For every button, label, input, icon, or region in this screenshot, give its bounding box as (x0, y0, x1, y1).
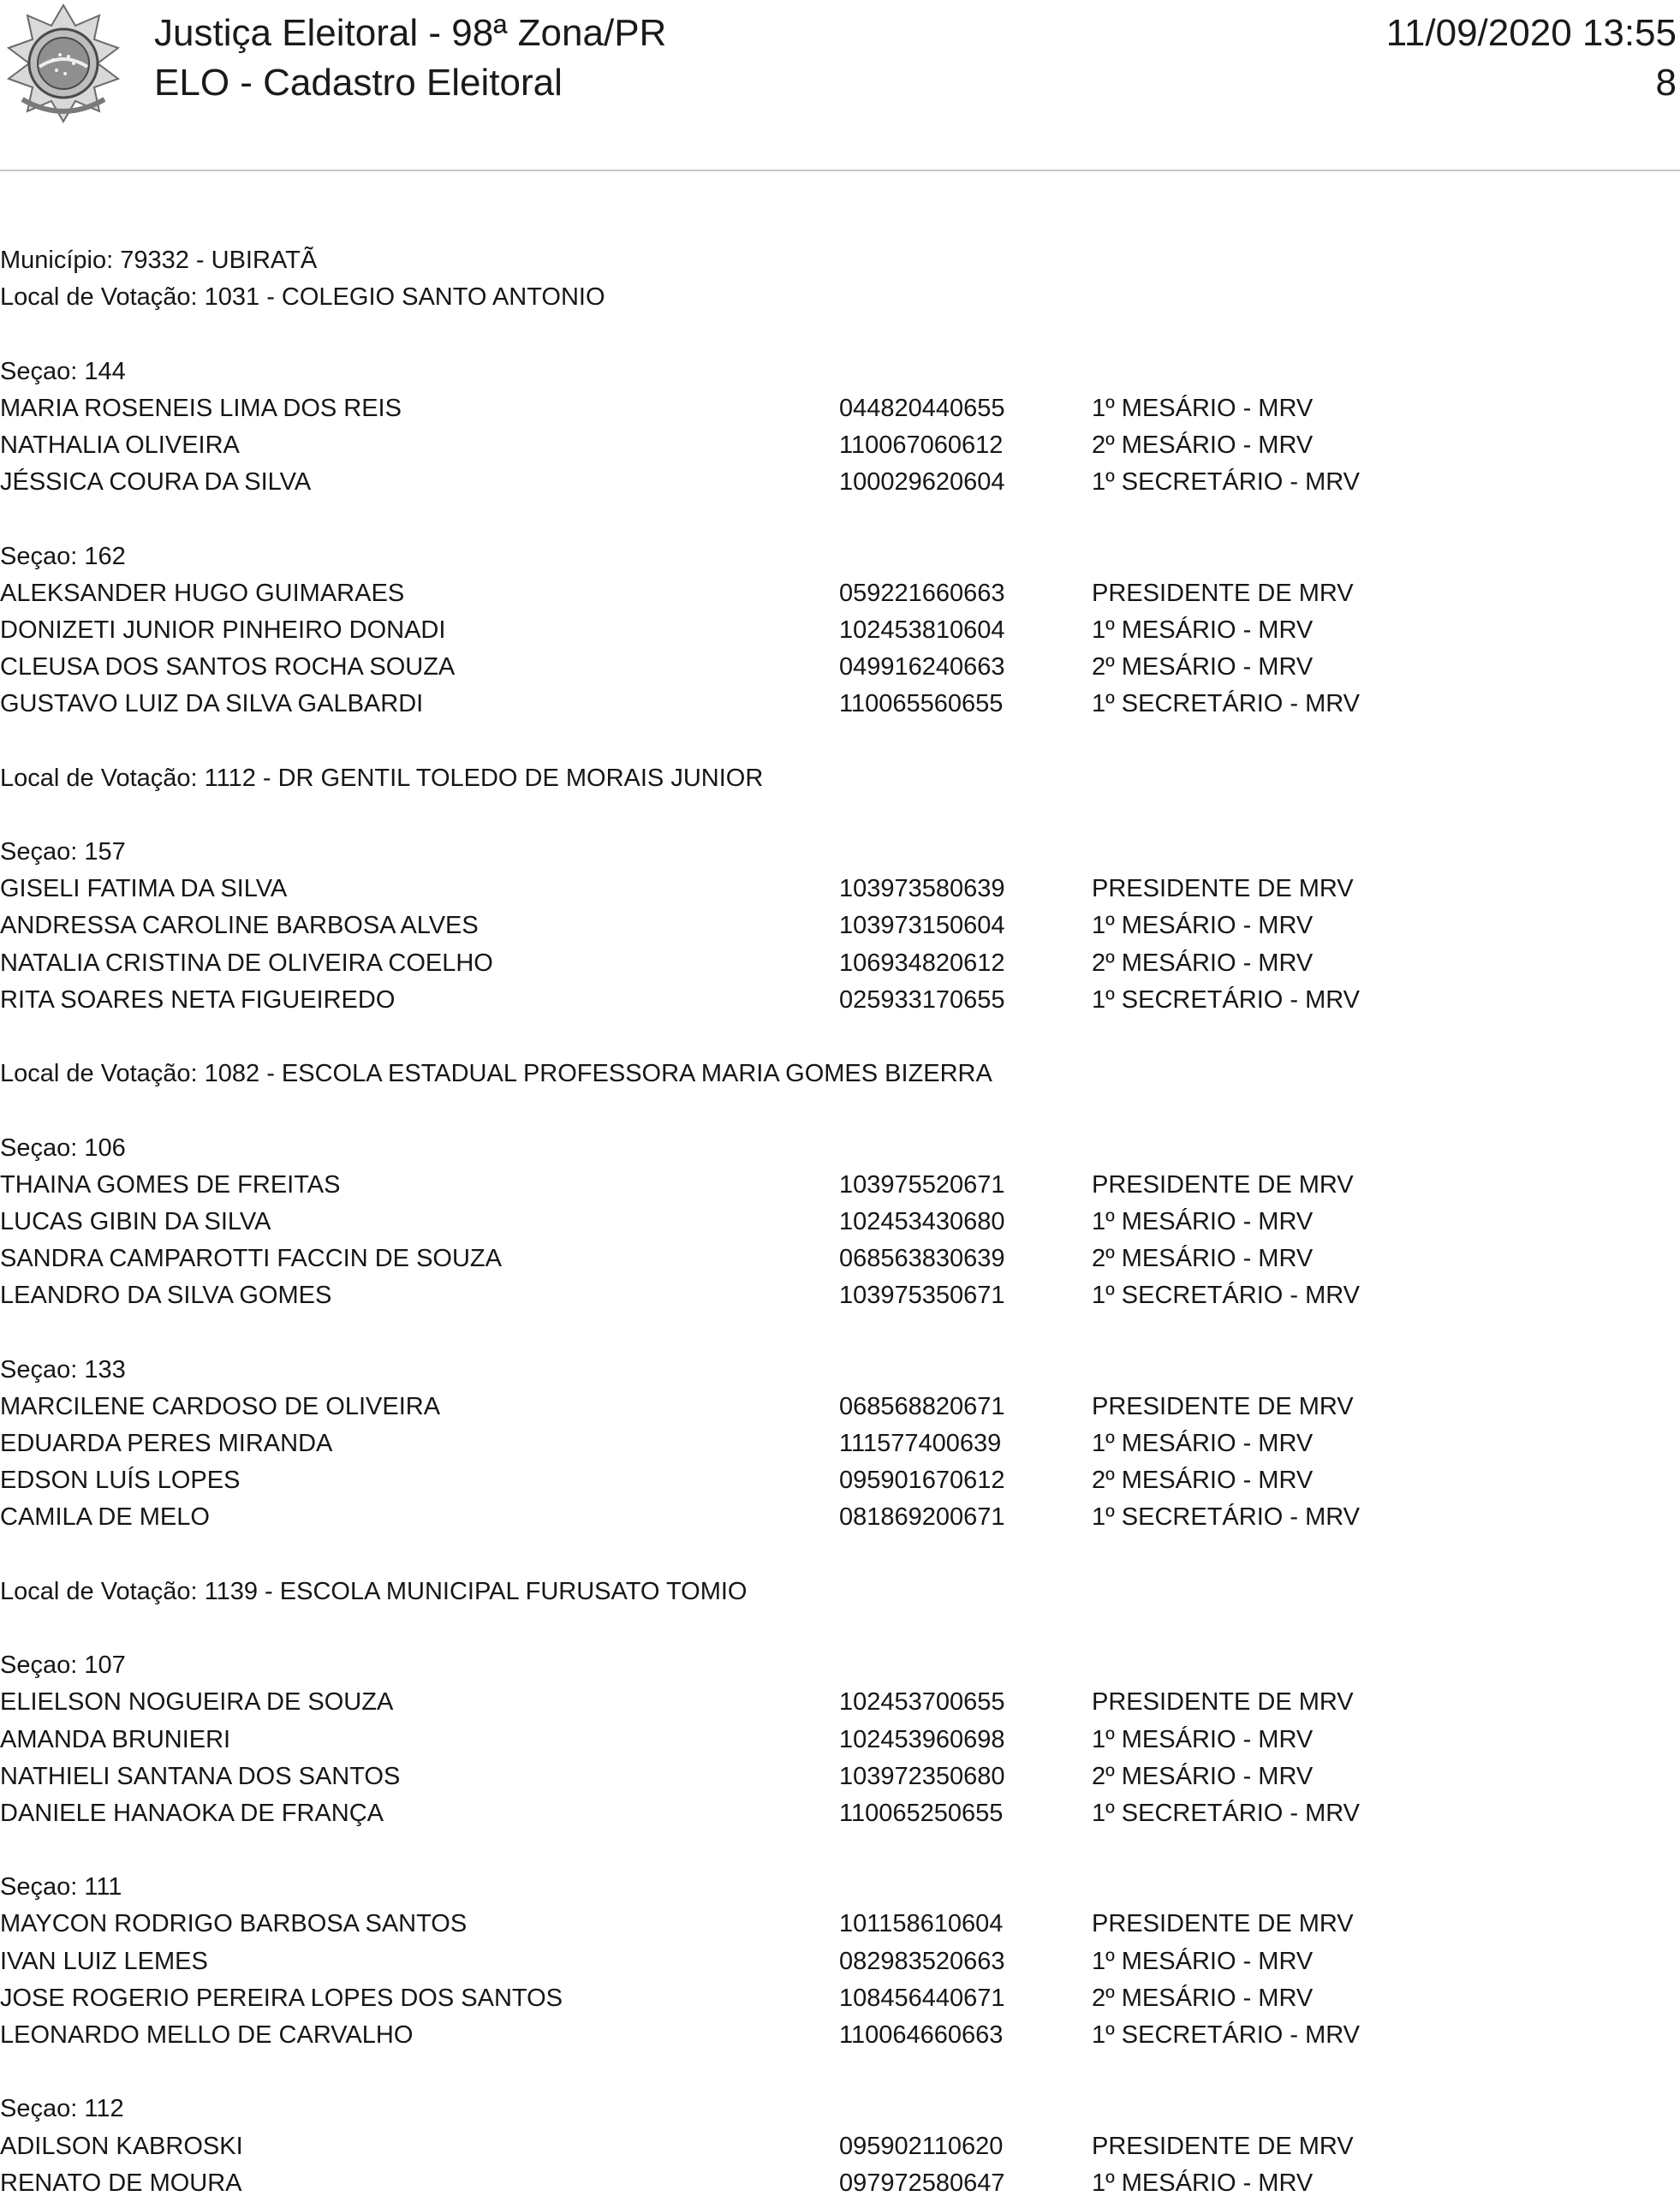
member-id: 059221660663 (839, 579, 1005, 607)
member-role: 1º MESÁRIO - MRV (1092, 1430, 1314, 1457)
member-role: 2º MESÁRIO - MRV (1092, 653, 1314, 681)
page-header (0, 0, 1680, 171)
secao-line: Seçao: 107 (0, 1652, 126, 1680)
member-row (0, 1204, 1680, 1241)
member-id: 097972580647 (839, 2169, 1005, 2197)
member-role: 1º MESÁRIO - MRV (1092, 2169, 1314, 2197)
member-name: ELIELSON NOGUEIRA DE SOUZA (0, 1688, 394, 1717)
member-row (0, 1759, 1680, 1795)
member-name: ALEKSANDER HUGO GUIMARAES (0, 579, 405, 607)
member-id: 102453960698 (839, 1725, 1005, 1753)
member-role: 1º SECRETÁRIO - MRV (1092, 1282, 1360, 1310)
secao-line: Seçao: 112 (0, 2095, 124, 2123)
secao-line: Seçao: 111 (0, 1873, 122, 1901)
member-id: 108456440671 (839, 1984, 1005, 2012)
header-datetime: 11/09/2020 13:55 (1385, 12, 1677, 54)
member-name: LEANDRO DA SILVA GOMES (0, 1282, 332, 1310)
member-role: 1º SECRETÁRIO - MRV (1092, 2021, 1360, 2049)
document-body (0, 242, 1680, 2202)
member-id: 106934820612 (839, 949, 1005, 977)
member-name: DANIELE HANAOKA DE FRANÇA (0, 1799, 384, 1827)
member-row (0, 1795, 1680, 1832)
member-row (0, 612, 1680, 649)
member-id: 103973580639 (839, 875, 1005, 903)
member-name: SANDRA CAMPAROTTI FACCIN DE SOUZA (0, 1245, 502, 1273)
member-name: ADILSON KABROSKI (0, 2132, 243, 2160)
member-row (0, 1241, 1680, 1277)
secao-line: Seçao: 162 (0, 542, 126, 570)
member-id: 102453810604 (839, 616, 1005, 644)
member-name: JÉSSICA COURA DA SILVA (0, 468, 312, 497)
member-role: 1º MESÁRIO - MRV (1092, 1947, 1314, 1975)
member-row (0, 686, 1680, 723)
member-row (0, 1277, 1680, 1314)
member-role: PRESIDENTE DE MRV (1092, 875, 1354, 903)
member-row (0, 464, 1680, 501)
member-row (0, 1906, 1680, 1943)
member-row (0, 1980, 1680, 2017)
member-name: ANDRESSA CAROLINE BARBOSA ALVES (0, 912, 479, 940)
member-role: 2º MESÁRIO - MRV (1092, 431, 1314, 459)
member-row (0, 575, 1680, 612)
member-id: 095902110620 (839, 2132, 1004, 2160)
member-name: JOSE ROGERIO PEREIRA LOPES DOS SANTOS (0, 1984, 563, 2012)
member-role: 1º SECRETÁRIO - MRV (1092, 690, 1360, 718)
secao-line: Seçao: 106 (0, 1134, 126, 1162)
member-id: 025933170655 (839, 985, 1005, 1014)
member-role: PRESIDENTE DE MRV (1092, 579, 1354, 607)
member-id: 103975520671 (839, 1170, 1005, 1199)
member-name: AMANDA BRUNIERI (0, 1725, 231, 1753)
member-id: 044820440655 (839, 394, 1005, 422)
member-row (0, 1462, 1680, 1499)
local-votacao-line: Local de Votação: 1031 - COLEGIO SANTO ANTONIO (0, 283, 605, 312)
member-name: DONIZETI JUNIOR PINHEIRO DONADI (0, 616, 446, 644)
member-id: 101158610604 (839, 1910, 1004, 1938)
member-id: 068568820671 (839, 1392, 1005, 1420)
member-id: 111577400639 (839, 1430, 1002, 1457)
member-row (0, 1389, 1680, 1425)
member-id: 110064660663 (839, 2021, 1004, 2049)
member-row (0, 390, 1680, 427)
member-name: CAMILA DE MELO (0, 1503, 210, 1532)
member-id: 103972350680 (839, 1762, 1005, 1790)
member-id: 082983520663 (839, 1947, 1005, 1975)
local-votacao-line: Local de Votação: 1112 - DR GENTIL TOLEDO DE MORAIS JUNIOR (0, 764, 764, 792)
local-votacao-line: Local de Votação: 1139 - ESCOLA MUNICIPAL FURUSATO TOMIO (0, 1577, 748, 1605)
member-role: 1º MESÁRIO - MRV (1092, 1725, 1314, 1753)
member-row (0, 1943, 1680, 1980)
member-row (0, 1425, 1680, 1462)
member-id: 103975350671 (839, 1282, 1005, 1310)
member-role: 1º SECRETÁRIO - MRV (1092, 468, 1360, 497)
member-row (0, 1167, 1680, 1204)
member-role: 1º SECRETÁRIO - MRV (1092, 985, 1360, 1014)
member-row (0, 982, 1680, 1019)
member-id: 102453430680 (839, 1207, 1005, 1235)
member-role: 2º MESÁRIO - MRV (1092, 949, 1314, 977)
member-row (0, 649, 1680, 686)
member-name: NATHIELI SANTANA DOS SANTOS (0, 1762, 401, 1790)
member-role: PRESIDENTE DE MRV (1092, 1688, 1354, 1717)
member-id: 100029620604 (839, 468, 1005, 497)
member-name: CLEUSA DOS SANTOS ROCHA SOUZA (0, 653, 456, 681)
header-title: Justiça Eleitoral - 98ª Zona/PR (154, 12, 667, 54)
member-id: 068563830639 (839, 1245, 1005, 1273)
member-row (0, 945, 1680, 982)
member-role: PRESIDENTE DE MRV (1092, 2132, 1354, 2160)
member-role: 2º MESÁRIO - MRV (1092, 1467, 1314, 1495)
member-role: 2º MESÁRIO - MRV (1092, 1245, 1314, 1273)
member-role: 2º MESÁRIO - MRV (1092, 1762, 1314, 1790)
member-id: 095901670612 (839, 1467, 1005, 1495)
member-name: MARCILENE CARDOSO DE OLIVEIRA (0, 1392, 441, 1420)
member-name: GUSTAVO LUIZ DA SILVA GALBARDI (0, 690, 424, 718)
member-name: LEONARDO MELLO DE CARVALHO (0, 2021, 414, 2049)
member-name: EDUARDA PERES MIRANDA (0, 1430, 333, 1457)
member-name: THAINA GOMES DE FREITAS (0, 1170, 341, 1199)
member-row (0, 908, 1680, 944)
member-role: 1º SECRETÁRIO - MRV (1092, 1503, 1360, 1532)
member-id: 049916240663 (839, 653, 1005, 681)
member-row (0, 427, 1680, 464)
member-id: 110065560655 (839, 690, 1004, 718)
member-id: 110065250655 (839, 1799, 1004, 1827)
local-votacao-line: Local de Votação: 1082 - ESCOLA ESTADUAL PROFESSORA MARIA GOMES BIZERRA (0, 1060, 992, 1088)
member-row (0, 2017, 1680, 2054)
member-row (0, 1499, 1680, 1536)
municipio-line: Município: 79332 - UBIRATÃ (0, 247, 318, 274)
member-name: RITA SOARES NETA FIGUEIREDO (0, 985, 396, 1014)
secao-line: Seçao: 133 (0, 1355, 126, 1384)
member-role: 1º MESÁRIO - MRV (1092, 1207, 1314, 1235)
member-row (0, 1722, 1680, 1759)
member-name: MARIA ROSENEIS LIMA DOS REIS (0, 394, 402, 422)
secao-line: Seçao: 157 (0, 838, 126, 866)
member-row (0, 2128, 1680, 2165)
member-role: 2º MESÁRIO - MRV (1092, 1984, 1314, 2012)
member-role: PRESIDENTE DE MRV (1092, 1910, 1354, 1938)
member-row (0, 1684, 1680, 1721)
member-name: EDSON LUÍS LOPES (0, 1467, 241, 1495)
member-id: 081869200671 (839, 1503, 1005, 1532)
member-id: 110067060612 (839, 431, 1004, 459)
secao-line: Seçao: 144 (0, 357, 126, 385)
member-name: NATHALIA OLIVEIRA (0, 431, 240, 459)
member-name: MAYCON RODRIGO BARBOSA SANTOS (0, 1910, 468, 1938)
coat-of-arms-icon (5, 3, 122, 123)
member-name: RENATO DE MOURA (0, 2169, 242, 2197)
member-role: PRESIDENTE DE MRV (1092, 1170, 1354, 1199)
member-role: PRESIDENTE DE MRV (1092, 1392, 1354, 1420)
member-name: LUCAS GIBIN DA SILVA (0, 1207, 271, 1235)
member-row (0, 2165, 1680, 2202)
member-row (0, 871, 1680, 908)
member-role: 1º MESÁRIO - MRV (1092, 616, 1314, 644)
member-role: 1º SECRETÁRIO - MRV (1092, 1799, 1360, 1827)
member-id: 102453700655 (839, 1688, 1005, 1717)
member-id: 103973150604 (839, 912, 1005, 940)
page-number: 8 (1655, 62, 1677, 104)
member-role: 1º MESÁRIO - MRV (1092, 912, 1314, 940)
member-name: GISELI FATIMA DA SILVA (0, 875, 288, 903)
header-subtitle: ELO - Cadastro Eleitoral (154, 62, 563, 104)
member-role: 1º MESÁRIO - MRV (1092, 394, 1314, 422)
member-name: NATALIA CRISTINA DE OLIVEIRA COELHO (0, 949, 493, 977)
member-name: IVAN LUIZ LEMES (0, 1947, 208, 1975)
